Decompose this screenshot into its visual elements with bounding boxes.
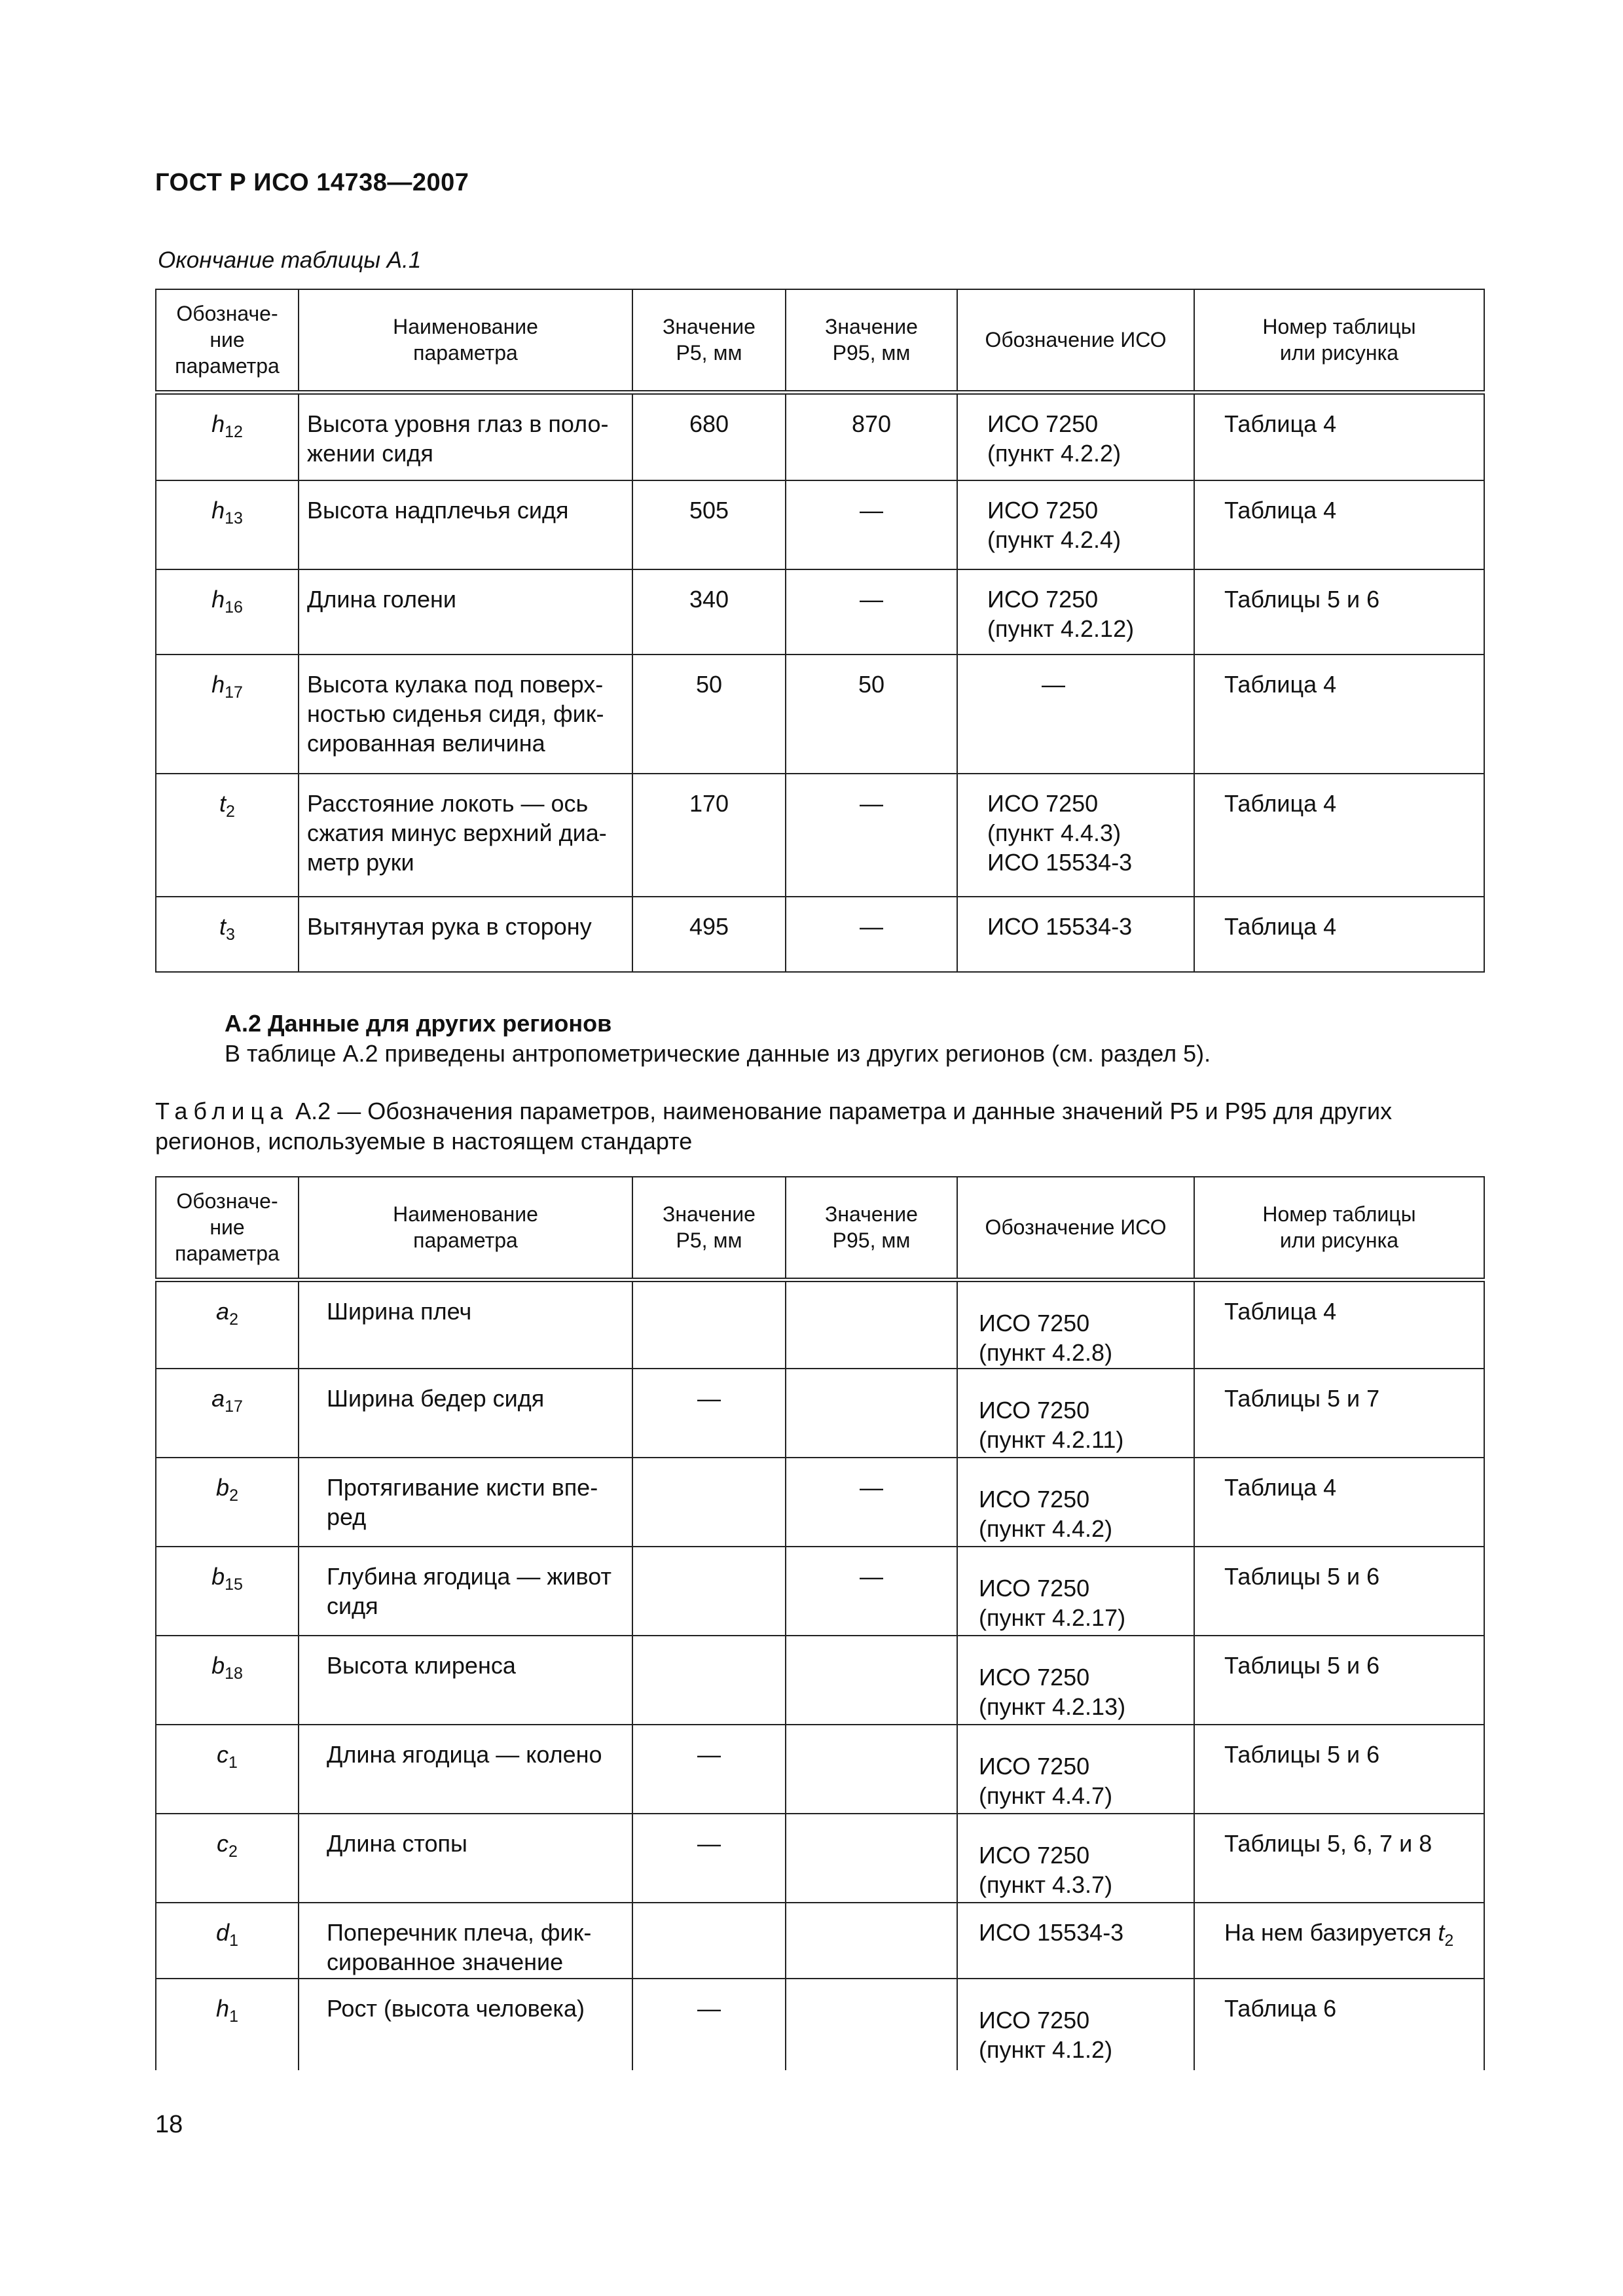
p95-value: — (786, 774, 957, 897)
table-row (156, 1547, 1484, 1636)
parameter-symbol: $d_1$ (156, 1903, 299, 1979)
section-text: В таблице А.2 приведены антропометрические данные из других регионов (см. раздел 5). (225, 1040, 1211, 1067)
parameter-symbol: $h_{17}$ (156, 655, 299, 774)
table-reference: Таблица 4 (1194, 480, 1484, 569)
table-reference: Таблицы 5 и 6 (1194, 1636, 1484, 1725)
table-reference: На нем базируется $t_2$ (1194, 1903, 1484, 1979)
parameter-name: Длина ягодица — колено (299, 1725, 632, 1814)
column-header: Обозначе- ние параметра (156, 1177, 299, 1280)
iso-designation: ИСО 7250 (пункт 4.1.2) (957, 1979, 1194, 2070)
p5-value (632, 1458, 786, 1547)
parameter-symbol: $b_{18}$ (156, 1636, 299, 1725)
table-reference: Таблица 4 (1194, 392, 1484, 480)
table-reference: Таблица 4 (1194, 897, 1484, 972)
table-row (156, 1280, 1484, 1369)
column-header: Номер таблицы или рисунка (1194, 1177, 1484, 1280)
iso-designation: ИСО 7250 (пункт 4.4.7) (957, 1725, 1194, 1814)
table-row (156, 1979, 1484, 2070)
table-row (156, 392, 1484, 480)
p5-value: 680 (632, 392, 786, 480)
p5-value: — (632, 1725, 786, 1814)
p95-value (786, 1903, 957, 1979)
iso-designation: ИСО 7250 (пункт 4.4.2) (957, 1458, 1194, 1547)
table-reference: Таблицы 5 и 7 (1194, 1369, 1484, 1458)
table-row (156, 655, 1484, 774)
table-row (156, 1369, 1484, 1458)
p95-value: — (786, 897, 957, 972)
parameter-name: Ширина плеч (299, 1280, 632, 1369)
parameter-name: Длина голени (299, 569, 632, 655)
iso-designation: ИСО 15534-3 (957, 897, 1194, 972)
table-reference: Таблица 4 (1194, 1280, 1484, 1369)
p95-value: — (786, 480, 957, 569)
parameter-name: Вытянутая рука в сторону (299, 897, 632, 972)
parameter-symbol: $h_1$ (156, 1979, 299, 2070)
p5-value: 170 (632, 774, 786, 897)
parameter-symbol: $c_2$ (156, 1814, 299, 1903)
iso-designation: ИСО 7250 (пункт 4.2.8) (957, 1280, 1194, 1369)
table-row (156, 1458, 1484, 1547)
iso-designation: ИСО 7250 (пункт 4.2.17) (957, 1547, 1194, 1636)
p5-value (632, 1280, 786, 1369)
parameter-name: Расстояние локоть — ось сжатия минус верхний диа-метр руки (299, 774, 632, 897)
parameter-symbol: $a_{17}$ (156, 1369, 299, 1458)
iso-designation: ИСО 7250 (пункт 4.2.13) (957, 1636, 1194, 1725)
table-header-row (156, 289, 1484, 392)
p5-value: 505 (632, 480, 786, 569)
parameter-symbol: $t_3$ (156, 897, 299, 972)
parameter-symbol: $h_{16}$ (156, 569, 299, 655)
p5-value (632, 1547, 786, 1636)
p5-value: — (632, 1814, 786, 1903)
table-row (156, 897, 1484, 972)
table-a2-caption: Таблица А.2 — Обозначения параметров, наименование параметра и данные значений Р5 и Р95 для других регионов, используемые в настоящем стандарте (155, 1098, 1393, 1155)
table-reference: Таблица 4 (1194, 774, 1484, 897)
p5-value (632, 1636, 786, 1725)
p5-value: — (632, 1369, 786, 1458)
table-row (156, 569, 1484, 655)
parameter-name: Рост (высота человека) (299, 1979, 632, 2070)
iso-designation: ИСО 7250 (пункт 4.4.3) ИСО 15534-3 (957, 774, 1194, 897)
iso-designation: ИСО 7250 (пункт 4.2.4) (957, 480, 1194, 569)
parameter-name: Ширина бедер сидя (299, 1369, 632, 1458)
parameter-name: Протягивание кисти впе-ред (299, 1458, 632, 1547)
p5-value: 495 (632, 897, 786, 972)
iso-designation: — (957, 655, 1194, 774)
page-number: 18 (155, 2111, 183, 2138)
table-reference: Таблица 4 (1194, 1458, 1484, 1547)
column-header: Обозначение ИСО (957, 1177, 1194, 1280)
column-header: Обозначе- ние параметра (156, 289, 299, 392)
column-header: Значение Р5, мм (632, 289, 786, 392)
p95-value (786, 1814, 957, 1903)
table-row (156, 1636, 1484, 1725)
parameter-symbol: $b_{15}$ (156, 1547, 299, 1636)
p95-value: — (786, 1547, 957, 1636)
column-header: Номер таблицы или рисунка (1194, 289, 1484, 392)
column-header: Наименование параметра (299, 1177, 632, 1280)
table-row (156, 480, 1484, 569)
parameter-name: Высота надплечья сидя (299, 480, 632, 569)
column-header: Обозначение ИСО (957, 289, 1194, 392)
p5-value: — (632, 1979, 786, 2070)
p5-value: 50 (632, 655, 786, 774)
p95-value (786, 1725, 957, 1814)
parameter-name: Поперечник плеча, фик-сированное значение (299, 1903, 632, 1979)
iso-designation: ИСО 7250 (пункт 4.2.12) (957, 569, 1194, 655)
document-header: ГОСТ Р ИСО 14738—2007 (155, 169, 469, 196)
column-header: Значение Р95, мм (786, 1177, 957, 1280)
iso-designation: ИСО 7250 (пункт 4.2.11) (957, 1369, 1194, 1458)
table-reference: Таблицы 5, 6, 7 и 8 (1194, 1814, 1484, 1903)
iso-designation: ИСО 7250 (пункт 4.3.7) (957, 1814, 1194, 1903)
table-reference: Таблица 4 (1194, 655, 1484, 774)
iso-designation: ИСО 15534-3 (957, 1903, 1194, 1979)
parameter-symbol: $b_2$ (156, 1458, 299, 1547)
table-header-row (156, 1177, 1484, 1280)
table-continuation-caption: Окончание таблицы А.1 (158, 247, 422, 273)
table-reference: Таблицы 5 и 6 (1194, 1725, 1484, 1814)
parameter-name: Длина стопы (299, 1814, 632, 1903)
column-header: Наименование параметра (299, 289, 632, 392)
parameter-symbol: $h_{12}$ (156, 392, 299, 480)
table-reference: Таблица 6 (1194, 1979, 1484, 2070)
table-row (156, 1725, 1484, 1814)
section-heading: А.2 Данные для других регионов (225, 1010, 612, 1037)
parameter-symbol: $c_1$ (156, 1725, 299, 1814)
table-row (156, 1903, 1484, 1979)
column-header: Значение Р95, мм (786, 289, 957, 392)
p5-value: 340 (632, 569, 786, 655)
table-row (156, 1814, 1484, 1903)
p95-value (786, 1280, 957, 1369)
parameter-name: Высота кулака под поверх-ностью сиденья сидя, фик-сированная величина (299, 655, 632, 774)
parameter-symbol: $a_2$ (156, 1280, 299, 1369)
parameter-symbol: $h_{13}$ (156, 480, 299, 569)
parameter-symbol: $t_2$ (156, 774, 299, 897)
column-header: Значение Р5, мм (632, 1177, 786, 1280)
table-a2 (155, 1176, 1485, 2070)
table-a1-end (155, 289, 1485, 973)
parameter-name: Глубина ягодица — живот сидя (299, 1547, 632, 1636)
table-row (156, 774, 1484, 897)
p95-value: — (786, 569, 957, 655)
p5-value (632, 1903, 786, 1979)
p95-value (786, 1979, 957, 2070)
table-reference: Таблицы 5 и 6 (1194, 569, 1484, 655)
table-reference: Таблицы 5 и 6 (1194, 1547, 1484, 1636)
p95-value (786, 1369, 957, 1458)
parameter-name: Высота уровня глаз в поло-жении сидя (299, 392, 632, 480)
iso-designation: ИСО 7250 (пункт 4.2.2) (957, 392, 1194, 480)
p95-value: 870 (786, 392, 957, 480)
parameter-name: Высота клиренса (299, 1636, 632, 1725)
p95-value: — (786, 1458, 957, 1547)
p95-value (786, 1636, 957, 1725)
p95-value: 50 (786, 655, 957, 774)
